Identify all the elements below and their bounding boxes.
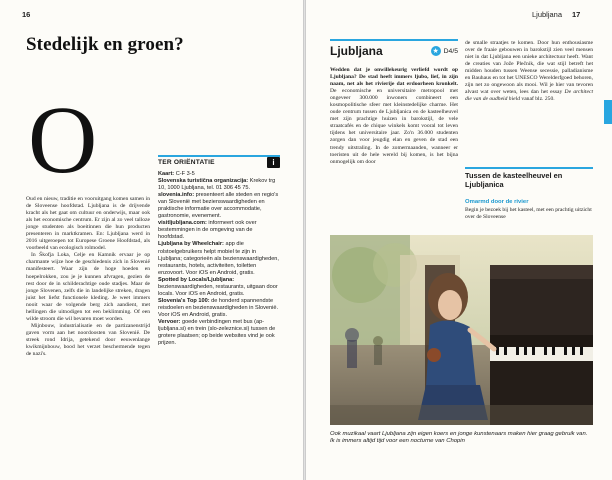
page-number-left: 16: [22, 10, 31, 19]
city-title: Ljubljana: [330, 44, 383, 58]
photo-caption: Ook muzikaal vaart Ljubljana zijn eigen koers en jonge kunstenaars maken hier graag gebruik van. Ik is immers altijd tijd voor een nocturne van Chopin: [330, 431, 588, 445]
intro-paragraph: In Škofja Loka, Celje en Kamnik ervaar je op charmante wijze hoe de geschiedenis zich in Slovenië manifesteert. Waar zijn de hoge hoeden en hoepelrokken, zou je je kunnen afvragen, gezien de rest door de in schilderachtige oude stadjes. Maar de jonge Slovenen, zelfs die in landelijke streken, dragen juist het liefst functionele kleding. Je weet immers nooit waar de volgende berg zich aandient, met hellingen die uitnodigen tot een beklimming. Of een wilde stroom die wil bevaren moet worden.: [26, 252, 150, 322]
right-page: [306, 0, 612, 480]
visit-value: informeert ook over bestemmingen in de omgeving van de hoofdstad.: [158, 220, 257, 241]
top100-value: de honderd spannendste reisdoelen en bezienswaardigheden in Slovenië. Voor iOS en Android, gratis.: [158, 297, 279, 318]
site-label: slovenia.info:: [158, 192, 195, 199]
orientation-title: TER ORIËNTATIE: [158, 159, 215, 166]
right-column-text: de smalle straatjes te komen. Door hun enthousiasme over de fraaie gebouwen in barokstijl zien veel mensen niet in dat Ljubljana een unieke architectuur heeft. Want de creaties van Jože Plečnik, die wat stijl betreft het midden houden tussen Weense secessie, palladianisme en Bauhaus en tot het UNESCO Werelderfgoed behoren, zijn net zo ongewoon als mooi. Wil je hier van tevoren alvast wat over weten, lees dan het essay: [465, 40, 593, 96]
intro-column: [26, 196, 150, 358]
transport-value: goede verbindingen met bus (ap-ljubljana.si) en trein (slo-zeleznice.si) tussen de grotere plaatsen; op beide websites vind je ook prijzen.: [158, 318, 276, 347]
top100-label: Slovenia's Top 100:: [158, 297, 210, 304]
right-column-end: vanaf blz. 250.: [520, 96, 555, 103]
spotted-value: bezienswaardigheden, restaurants, uitgaan door locals. Voor iOS en Android, gratis.: [158, 283, 278, 297]
star-icon: ★: [432, 47, 439, 55]
page-number-right: 17: [572, 10, 581, 19]
section-heading: Tussen de kasteelheuvel en Ljubljanica: [465, 167, 593, 189]
drop-cap: O: [28, 86, 98, 193]
piano-photo: [330, 235, 593, 425]
org-label: Slovenska turistična organizacija:: [158, 178, 249, 185]
intro-paragraph: Oud en nieuw, traditie en vooruitgang komen samen in de Sloveense hoofdstad. Ljubljana is de drijvende kracht als het gaat om cultuur en onderwijs, maar ook als het economische centrum. Er zijn al zo veel talloze jonge studenten als boeitinnen die hun producten presenteren in marktkramen. En: Ljubljana werd in 2016 uitgeroepen tot Europese Groene Hoofdstad, als voorbeeld van ecologisch rolmodel.: [26, 196, 150, 252]
transport-label: Vervoer:: [158, 318, 181, 325]
sub-heading: Omarmd door de rivier: [465, 199, 529, 205]
chapter-tab: [604, 100, 612, 124]
org-value: Krekov trg 10, 1000 Ljubljana, tel. 01 306 45 75.: [158, 178, 276, 192]
visit-label: visitljubljana.com:: [158, 220, 207, 227]
lead-rest: De economische en universitaire metropool met ongeveer 300.000 inwoners combineert een kosmopolitische sfeer met kleinstedelijke charme. Het oude centrum tussen de Ljubljanica en de kasteelheuvel met zijn prachtige huizen in barokstijl, de vele straatcafés en de chique winkels komt vooral tot leven tijdens het universitaire jaar. Zo'n 36.000 studenten zorgen dan voor jeugdig elan en geven de stad een trendy uitstraling. In de zomermaanden, wanneer er toeristen uit de hele wereld bij komen, is het bijna onmogelijk om door: [330, 88, 458, 165]
orientation-header: [158, 155, 280, 168]
city-header: [330, 39, 458, 61]
site-value: presenteert alle steden en regio's van Slovenië met bezienswaardigheden en praktische informatie over accommodatie, gastronomie, evenement.: [158, 192, 279, 220]
intro-paragraph: Mijnbouw, industrialisatie en de partizanenstrijd gaven vorm aan het noordoosten van Slovenië. De streek rond Idrija, getekend door eeuwenlange kwikmijnbouw, bood het verzet beschermende tegen de nazi's.: [26, 322, 150, 358]
lead-text: [330, 67, 458, 166]
rating-value: D4/5: [443, 47, 458, 55]
sub-body: Begin je bezoek bij het kasteel, met een prachtig uitzicht over de Sloveense: [465, 207, 592, 221]
lead-bold: Wedden dat je onwillekeurig verliefd wordt op Ljubljana? De stad heeft immers ljubo, lief, in zijn naam, net als het rivierije dat erdoorheen kronkelt.: [330, 67, 458, 88]
page-title: Stedelijk en groen?: [26, 34, 184, 55]
street-piano-illustration: [330, 235, 593, 425]
orientation-box: [158, 155, 280, 423]
map-label: Kaart:: [158, 171, 175, 177]
spotted-label: Spotted by Locals/Ljubljana:: [158, 276, 235, 283]
running-head: Ljubljana: [532, 10, 563, 19]
right-column: [465, 40, 593, 103]
wheelchair-value: app die rolstoelgebruikers helpt mobiel te zijn in Ljubljana; categorieën als bezienswaardigheden, restaurants, hotels, activiteiten, toiletten enzovoort. Voor iOS en Android, gratis.: [158, 241, 279, 276]
map-value: C-F 3-5: [175, 171, 195, 177]
orientation-body: [158, 171, 280, 347]
left-page: [0, 0, 303, 480]
essay-title: De architect die van de oudheid hield: [465, 89, 593, 103]
info-icon: i: [267, 157, 280, 168]
rating: [431, 46, 458, 56]
wheelchair-label: Ljubljana by Wheelchair:: [158, 241, 224, 248]
